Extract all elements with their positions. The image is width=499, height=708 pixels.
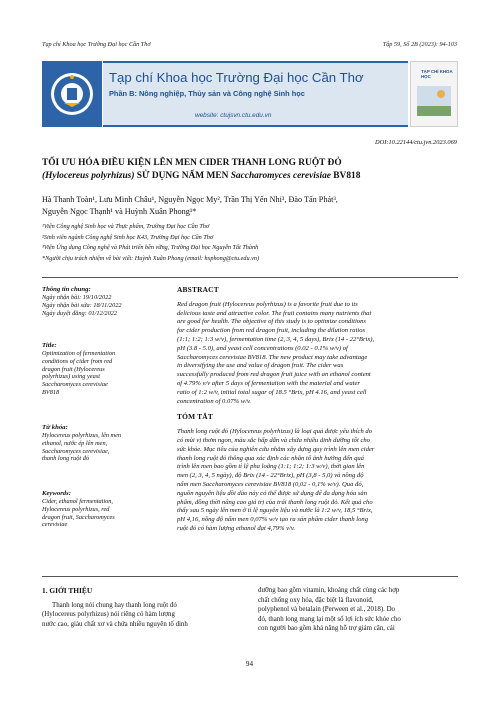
introduction-left-column: [42, 586, 240, 629]
date-revised: Ngày nhận bài sửa: 18/11/2022: [42, 301, 122, 309]
info-heading: Thông tin chung:: [42, 286, 91, 293]
title-species: (Hylocereus polyrhizus): [42, 170, 135, 181]
tomtat-body: [177, 428, 458, 534]
abstract-heading: ABSTRACT: [177, 285, 219, 294]
affiliation-1: ¹Viện Công nghệ Sinh học và Thực phẩm, Trường Đại học Cần Thơ: [42, 223, 210, 230]
cover-image-icon: [411, 84, 457, 124]
tomtat-line: thấy sau 5 ngày lên men ở tỉ lệ nguyên liệu và nước là 1:2 w/v, 18,5 °Brix,: [177, 507, 373, 515]
tukhoa-line: Hylocereus polyrhizus, lên men: [42, 432, 122, 440]
abstract-line: in diversifying the use and value of dragon fruit. The cider was: [177, 362, 344, 370]
tomtat-line: nguồn nguyên liệu dồi dào này có thể được sử dụng để đa dạng hóa sản: [177, 489, 367, 497]
journal-website[interactable]: website: ctujsvn.ctu.edu.vn: [195, 112, 272, 119]
article-title: [42, 157, 458, 182]
abstract-line: Red dragon fruit (Hylocereus polyrhizus) is a favorite fruit due to its: [177, 300, 358, 308]
abstract-line: are good for health. The objective of this study is to optimize conditions: [177, 318, 366, 326]
tomtat-line: pH 4,16, nồng độ nấm men 0,07% w/v tạo ra sản phẩm cider thanh long: [177, 516, 369, 524]
abstract-line: for cider production from red dragon fruit, including the dilution ratios: [177, 327, 366, 335]
banner-panel: [103, 61, 408, 127]
title-line: BV818: [42, 388, 60, 396]
tukhoa-block: [42, 424, 160, 463]
intro-line: Thanh long nói chung hay thanh long ruột đỏ: [52, 601, 177, 609]
running-head: [42, 41, 457, 51]
keywords-block: [42, 490, 160, 529]
title-line-2: [42, 170, 458, 183]
affiliation-2: ²Sinh viên ngành Công nghệ Sinh học K43, Trường Đại học Cần Thơ: [42, 233, 214, 241]
authors-line-1: Hà Thanh Toàn¹, Lưu Minh Châu¹, Nguyễn Ngọc My², Trần Thị Yến Nhi³, Đào Tấn Phát³,: [42, 195, 338, 204]
university-logo-icon: [42, 61, 102, 127]
title-heading: Title:: [42, 342, 57, 349]
tomtat-line: có mùi vị thơm ngon, màu sắc hấp dẫn và chứa nhiều dinh dưỡng tốt cho: [177, 436, 370, 444]
journal-section: Phần B: Nông nghiệp, Thủy sản và Công nghệ Sinh học: [109, 89, 305, 98]
affiliations: [42, 222, 458, 264]
intro-line: nước cao, giàu chất xơ và chứa nhiều nguyên tố dinh: [42, 620, 188, 628]
tomtat-line: men (2, 3, 4, 5 ngày), độ Brix (14 - 22°Brix), pH (3,8 - 5,0) và nồng độ: [177, 472, 364, 480]
abstract-column: [177, 286, 458, 534]
abstract-line: (1:1; 1:2; 1:3 w/v), fermentation time (2, 3, 4, 5 days), Brix (14 - 22°Brix),: [177, 335, 375, 343]
title-line-1: TỐI ƯU HÓA ĐIỀU KIỆN LÊN MEN CIDER THANH LONG RUỘT ĐỎ: [42, 158, 342, 168]
abstract-line: Saccharomyces cerevisiae BV818. The new product may take advantage: [177, 353, 368, 361]
journal-banner: [42, 61, 458, 127]
introduction-right-column: [258, 586, 458, 634]
abstract-line: successfully produced from red dragon fruit juice with an ethanol content: [177, 371, 371, 379]
keywords-line: Cider, ethanol fermentation,: [42, 498, 114, 506]
authors: [42, 194, 458, 219]
keywords-heading: Keywords:: [42, 490, 71, 497]
page-number: 94: [245, 660, 254, 668]
tukhoa-line: Saccharomyces cerevisiae,: [42, 447, 110, 455]
cover-label: TẠP CHÍ KHOA HỌC: [421, 69, 453, 79]
title-block: [42, 342, 160, 396]
keywords-line: Hylocereus polyrhizus, red: [42, 505, 110, 513]
keywords-line: cerevisiae: [42, 521, 68, 529]
running-head-volume: Tập 59, Số 2B (2023): 94-103: [382, 41, 457, 48]
intro-line: đó, thanh long mang lại một số lợi ích sức khỏe cho: [258, 615, 401, 623]
tomtat-line: nấm men Saccharomyces cerevisiae BV818 (0,02 - 0,1% w/v). Qua đó,: [177, 480, 364, 488]
authors-line-2: Nguyễn Ngọc Thạnh¹ và Huỳnh Xuân Phong¹*: [42, 207, 197, 217]
title-line: Optimization of fermentation: [42, 350, 116, 358]
abstract-line: pH (3.8 - 5.0), and yeast cell concentrations (0.02 - 0.1% w/v) of: [177, 344, 348, 352]
abstract-body: [177, 301, 458, 407]
date-accepted: Ngày duyệt đăng: 01/12/2022: [42, 309, 118, 317]
tomtat-line: trình lên men bao gồm tỉ lệ pha loãng (1:1; 1:2; 1:3 w/v), thời gian lên: [177, 463, 365, 471]
title-yeast: Saccharomyces cerevisiae: [230, 170, 331, 181]
corresponding-author: *Người chịu trách nhiệm về bài viết: Huỳnh Xuân Phong (email: hxphong@ctu.edu.vn): [42, 254, 260, 262]
intro-line: polyphenol và betalain (Perween et al., 2018). Do: [258, 606, 396, 613]
title-line: Saccharomyces cerevisiae: [42, 381, 108, 389]
title-line: dragon fruit (Hylocereus: [42, 365, 105, 373]
abstract-divider: [42, 576, 458, 577]
tomtat-line: Thanh long ruột đỏ (Hylocereus polyrhizus) là loại quả được yêu thích do: [177, 428, 373, 436]
tukhoa-line: ethanol, nước ép lên men,: [42, 439, 108, 447]
intro-line: con người bao gồm khả năng hỗ trợ giảm cân, cải: [258, 625, 395, 632]
info-block: [42, 286, 160, 317]
date-received: Ngày nhận bài: 19/10/2022: [42, 294, 112, 302]
abstract-line: delicious taste and attractive color. The fruit contains many nutrients that: [177, 309, 372, 317]
running-head-journal: Tạp chí Khoa học Trường Đại học Cần Thơ: [42, 41, 151, 48]
tomtat-line: ruột đỏ có hàm lượng ethanol đạt 4,79% v/v.: [177, 524, 295, 532]
keywords-line: dragon fruit, Saccharomyces: [42, 513, 115, 521]
intro-line: (Hylocereus polyrhizus) nói riêng có hàm lượng: [42, 611, 175, 618]
tomtat-line: phẩm, đồng thời nâng cao giá trị của trái thanh long ruột đỏ. Kết quả cho: [177, 498, 373, 506]
abstract-line: concentration of 0.07% w/v.: [177, 397, 252, 405]
abstract-line: ratio of 1:2 w/v, initial total sugar of 18.5 °Brix, pH 4.16, and yeast cell: [177, 388, 367, 396]
title-line: polyrhizus) using yeast: [42, 373, 100, 381]
intro-line: dưỡng bao gồm vitamin, khoáng chất cùng các hợp: [258, 587, 400, 594]
tomtat-line: sức khỏe. Mục tiêu của nghiên cứu nhằm xây dựng quy trình lên men cider: [177, 445, 375, 453]
university-logo: [42, 61, 102, 127]
journal-title: Tạp chí Khoa học Trường Đại học Cần Thơ: [109, 70, 364, 85]
tomtat-line: thanh long ruột đỏ thông qua xác định các nhân tố ảnh hưởng đến quá: [177, 454, 364, 462]
introduction-heading: 1. GIỚI THIỆU: [42, 586, 93, 595]
tukhoa-heading: Từ khóa:: [42, 424, 68, 431]
title-mid: SỬ DỤNG NẤM MEN: [134, 170, 231, 181]
title-strain: BV818: [330, 170, 361, 181]
intro-line: chất chống oxy hóa, đặc biệt là flavonoid,: [258, 596, 374, 604]
journal-cover-thumbnail: [410, 61, 458, 127]
tukhoa-line: thanh long ruột đỏ: [42, 455, 90, 463]
title-line: conditions of cider from red: [42, 357, 113, 365]
affiliation-3: ³Viện Ứng dụng Công nghệ và Phát triển bền vững, Trường Đại học Nguyễn Tất Thành: [42, 244, 259, 252]
abstract-line: of 4.79% v/v after 5 days of fermentation with the material and water: [177, 379, 360, 387]
tomtat-heading: TÓM TẮT: [177, 412, 213, 422]
header-divider: [42, 277, 458, 278]
doi[interactable]: DOI:10.22144/ctu.jvn.2023.069: [374, 139, 457, 146]
